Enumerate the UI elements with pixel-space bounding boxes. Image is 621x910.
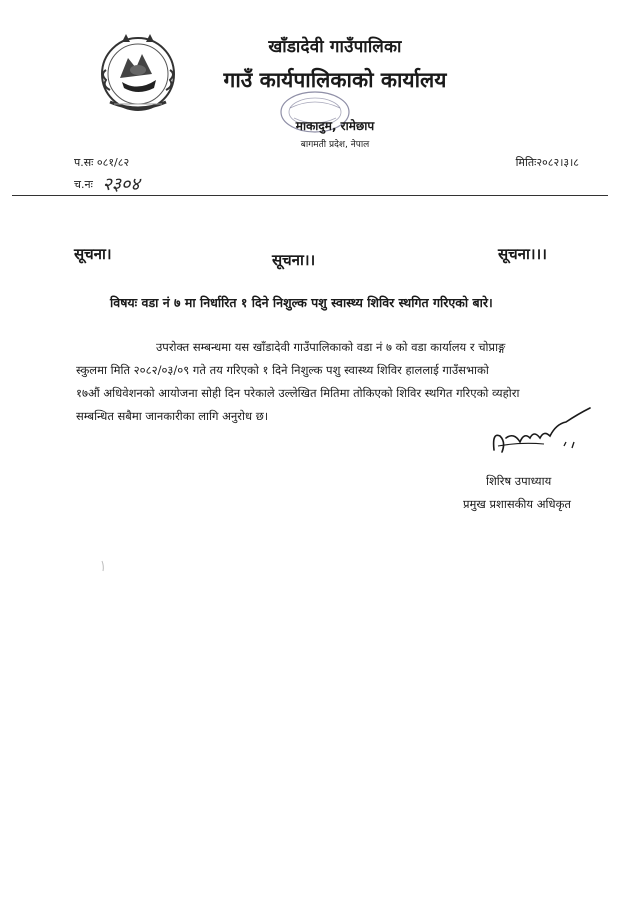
dispatch-number-row — [74, 172, 140, 196]
issue-date: मितिः२०८२।३।८ — [515, 156, 579, 169]
body-line: सम्बन्धित सबैमा जानकारीका लागि अनुरोध छ। — [76, 409, 269, 423]
dispatch-label: च.नः — [74, 178, 93, 191]
body-line: १७औं अधिवेशनको आयोजना सोही दिन परेकाले उल्लेखित मितिमा तोकिएको शिविर स्थगित गरिएको व्यहोरा — [76, 386, 520, 400]
header-divider — [12, 195, 608, 196]
body-line: स्कुलमा मिति २०८२/०३/०९ गते तय गरिएको १ दिने निशुल्क पशु स्वास्थ्य शिविर हाललाई गाउँसभाको — [76, 363, 489, 377]
office-name: गाउँ कार्यपालिकाको कार्यालय — [223, 68, 447, 92]
subject-line: विषयः वडा नं ७ मा निर्धारित १ दिने निशुल्क पशु स्वास्थ्य शिविर स्थगित गरिएको बारे। — [110, 295, 493, 310]
body-line: उपरोक्त सम्बन्धमा यस खाँडादेवी गाउँपालिकाको वडा नं ७ को वडा कार्यालय र चोप्राङ्ग — [156, 340, 506, 354]
dispatch-number: २३०४ — [102, 174, 140, 195]
signatory-name: शिरिष उपाध्याय — [486, 474, 552, 488]
handwritten-signature-icon — [480, 402, 592, 460]
notice-heading-center: सूचना।। — [272, 251, 316, 269]
notice-heading-left: सूचना। — [74, 245, 112, 263]
nepal-emblem-icon — [92, 30, 184, 114]
signatory-title: प्रमुख प्रशासकीय अधिकृत — [463, 497, 571, 511]
notice-heading-right: सूचना।।। — [498, 245, 547, 263]
municipality-name: खाँडादेवी गाउँपालिका — [268, 37, 402, 57]
address-line-1: माकादुम, रामेछाप — [295, 119, 375, 133]
office-stamp-icon — [270, 88, 360, 143]
address-line-2: बागमती प्रदेश, नेपाल — [300, 140, 370, 150]
paper-mark-icon — [100, 560, 106, 572]
reference-number: प.सः ०८१/८२ — [74, 156, 130, 169]
